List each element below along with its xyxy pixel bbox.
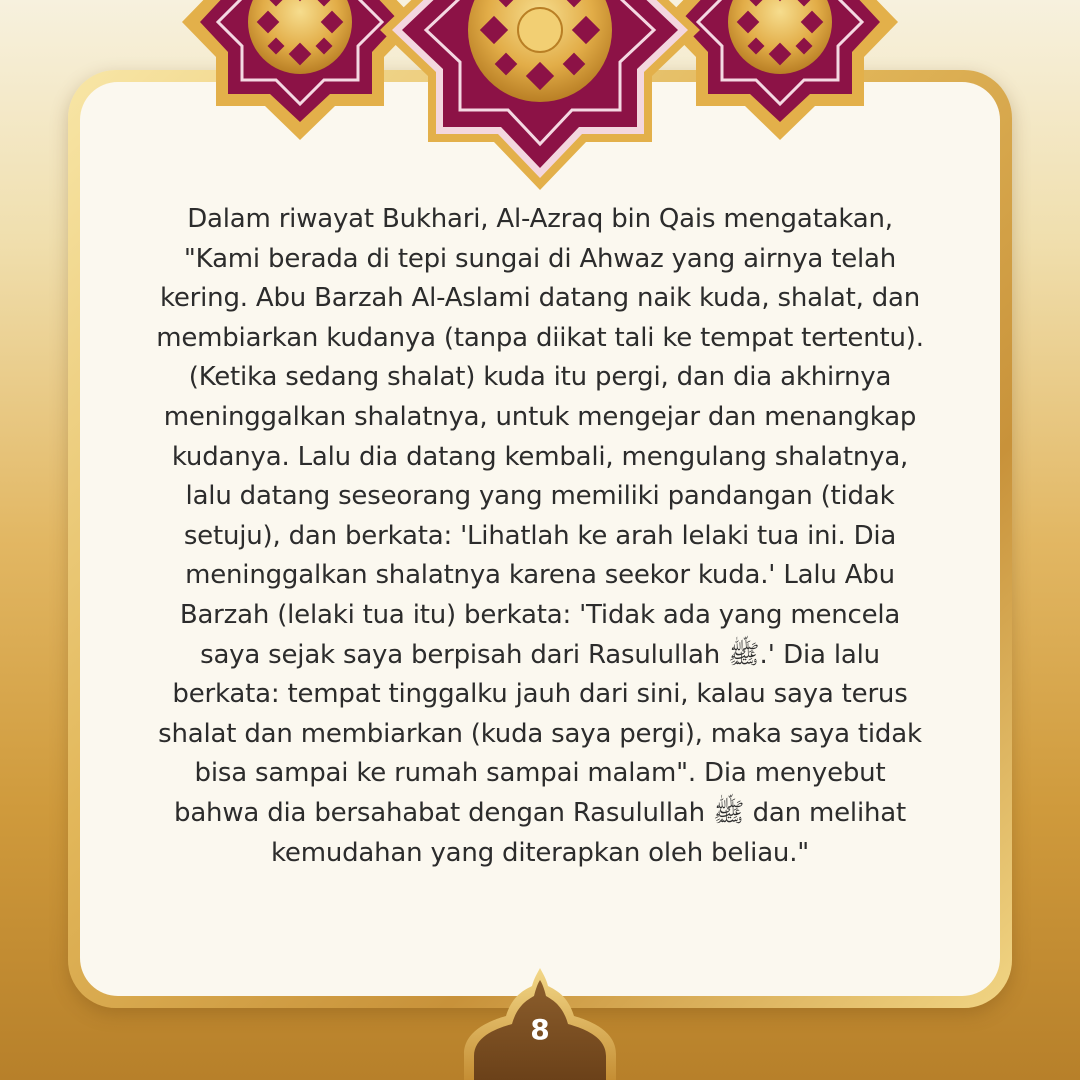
right-star-ornament xyxy=(662,0,898,140)
left-star-ornament xyxy=(182,0,418,140)
body-paragraph: Dalam riwayat Bukhari, Al-Azraq bin Qais mengatakan, "Kami berada di tepi sungai di Ahwaz yang airnya telah kering. Abu Barzah Al-Aslami datang naik kuda, shalat, dan membiarkan kudanya (tanpa diikat tali ke tempat tertentu). (Ketika sedang shalat) kuda itu pergi, dan dia akhirnya meninggalkan shalatnya, untuk mengejar dan menangkap kudanya. Lalu dia datang kembali, mengulang shalatnya, lalu datang seseorang yang memiliki pandangan (tidak setuju), dan berkata: 'Lihatlah ke arah lelaki tua ini. Dia meninggalkan shalatnya karena seekor kuda.' Lalu Abu Barzah (lelaki tua itu) berkata: 'Tidak ada yang mencela saya sejak saya berpisah dari Rasulullah ﷺ.' Dia lalu berkata: tempat tinggalku jauh dari sini, kalau saya terus shalat dan membiarkan (kuda saya pergi), maka saya tidak bisa sampai ke rumah sampai malam". Dia menyebut bahwa dia bersahabat dengan Rasulullah ﷺ dan melihat kemudahan yang diterapkan oleh beliau." xyxy=(156,204,924,868)
center-star-ornament xyxy=(380,0,700,190)
islamic-ornament-decoration xyxy=(0,0,1080,200)
page-number: 8 xyxy=(530,1013,550,1046)
